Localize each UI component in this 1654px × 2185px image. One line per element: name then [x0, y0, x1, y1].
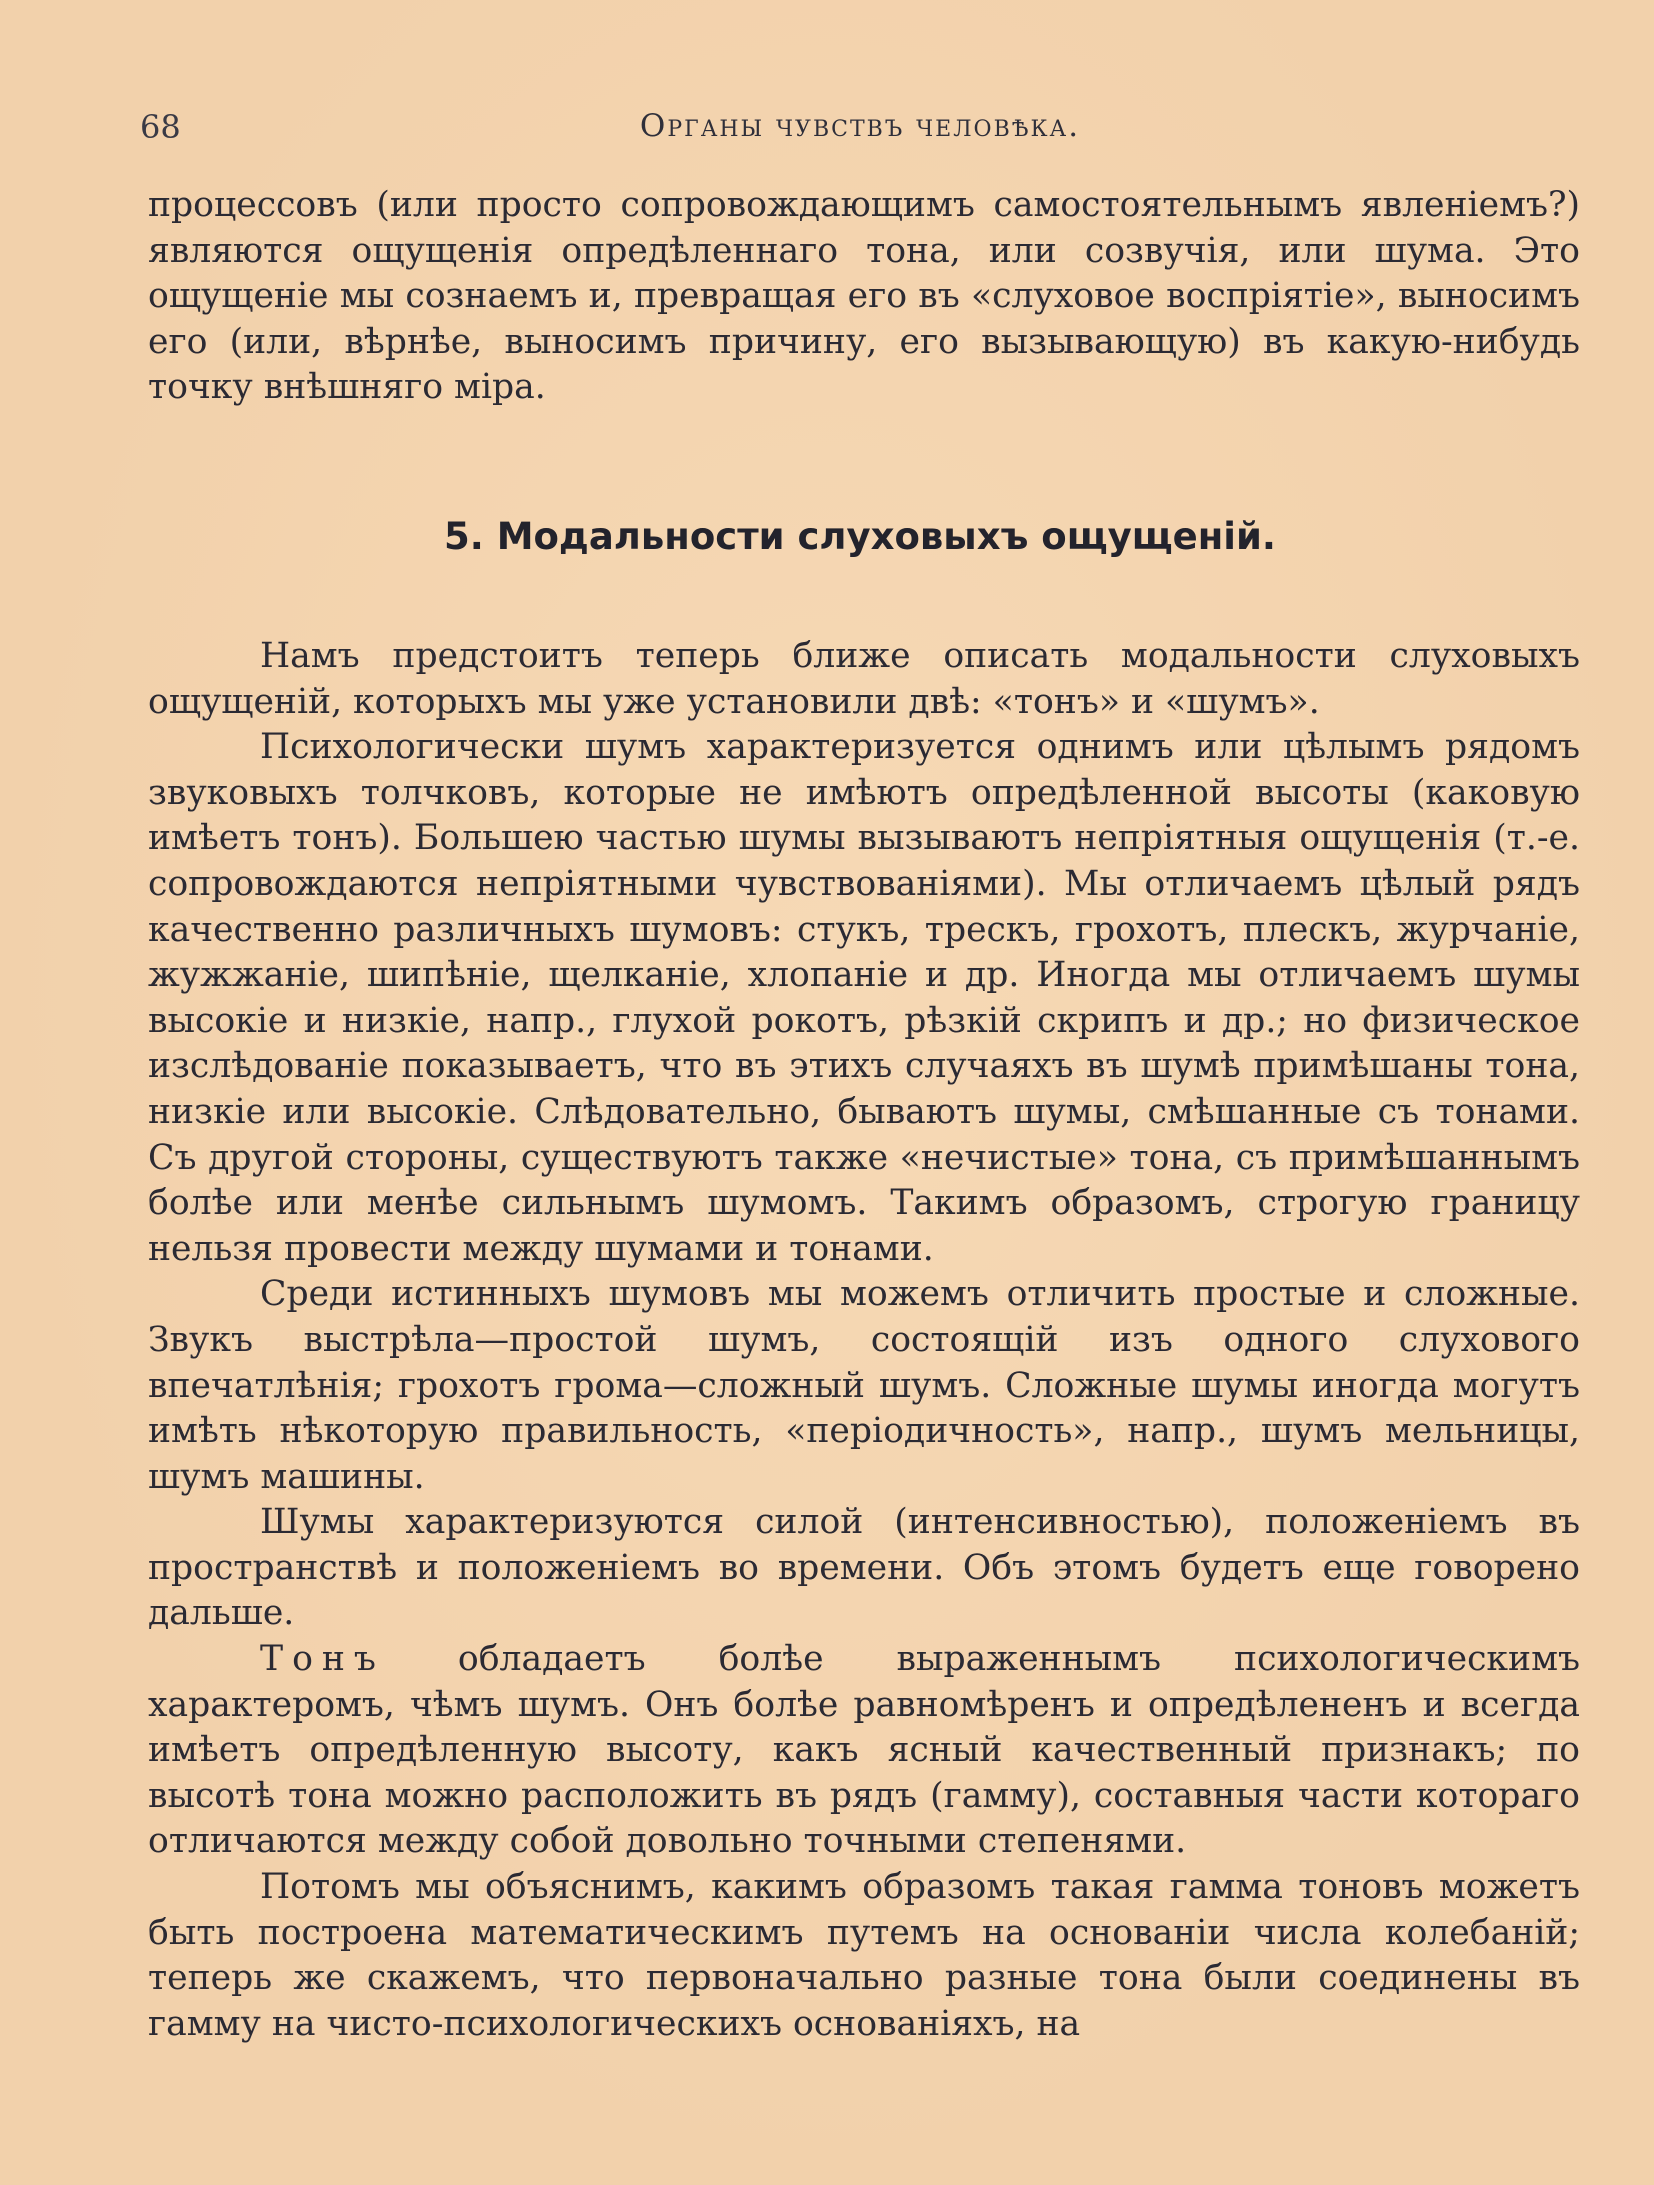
- page-number: 68: [140, 108, 181, 146]
- paragraph-tone-text: обладаетъ болѣе выраженнымъ психологическимъ характеромъ, чѣмъ шумъ. Онъ болѣе равномѣренъ и опредѣлененъ и всегда имѣетъ опредѣленную высоту, какъ ясный качественный признакъ; по высотѣ тона можно расположить въ рядъ (гамму), составныя части котораго отличаются между собой довольно точными степенями.: [148, 1639, 1580, 1862]
- section-heading: 5. Модальности слуховыхъ ощущеній.: [444, 515, 1276, 558]
- paragraph-simple-complex-noise: Среди истинныхъ шумовъ мы можемъ отличить простые и сложные. Звукъ выстрѣла—простой шумъ, состоящій изъ одного слухового впечатлѣнія; грохотъ грома—сложный шумъ. Сложные шумы иногда могутъ имѣть нѣкоторую правильность, «періодичность», напр., шумъ мельницы, шумъ машины.: [148, 1274, 1580, 1497]
- paragraph-noise-characteristics: Шумы характеризуются силой (интенсивностью), положеніемъ въ пространствѣ и положеніемъ во времени. Объ этомъ будетъ еще говорено дальше.: [148, 1502, 1580, 1634]
- paragraph-noise-psychology: Психологически шумъ характеризуется однимъ или цѣлымъ рядомъ звуковыхъ толчковъ, которые не имѣютъ опредѣленной высоты (каковую имѣетъ тонъ). Большею частью шумы вызываютъ непріятныя ощущенія (т.-е. сопровождаются непріятными чувствованіями). Мы отличаемъ цѣлый рядъ качественно различныхъ шумовъ: стукъ, трескъ, грохотъ, плескъ, журчаніе, жужжаніе, шипѣніе, щелканіе, хлопаніе и др. Иногда мы отличаемъ шумы высокіе и низкіе, напр., глухой рокотъ, рѣзкій скрипъ и др.; но физическое изслѣдованіе показываетъ, что въ этихъ случаяхъ въ шумѣ примѣшаны тона, низкіе или высокіе. Слѣдовательно, бываютъ шумы, смѣшанные съ тонами. Съ другой стороны, существуютъ также «нечистые» тона, съ примѣшаннымъ болѣе или менѣе сильнымъ шумомъ. Такимъ образомъ, строгую границу нельзя провести между шумами и тонами.: [148, 727, 1580, 1269]
- paragraph-tone: [148, 1637, 1580, 1865]
- page-header: [140, 108, 1580, 152]
- paragraph-scale: Потомъ мы объяснимъ, какимъ образомъ такая гамма тоновъ можетъ быть построена математическимъ путемъ на основаніи числа колебаній; теперь же скажемъ, что первоначально разные тона были соединены въ гамму на чисто-психологическихъ основаніяхъ, на: [148, 1867, 1580, 2044]
- paragraph-intro: Намъ предстоитъ теперь ближе описать модальности слуховыхъ ощущеній, которыхъ мы уже установили двѣ: «тонъ» и «шумъ».: [148, 636, 1580, 722]
- text-block-top: [148, 183, 1580, 411]
- text-block-main: [148, 634, 1580, 2047]
- paragraph-continuation: процессовъ (или просто сопровождающимъ самостоятельнымъ явленіемъ?) являются ощущенія опредѣленнаго тона, или созвучія, или шума. Это ощущеніе мы сознаемъ и, превращая его въ «слуховое воспріятіе», выносимъ его (или, вѣрнѣе, выносимъ причину, его вызывающую) въ какую-нибудь точку внѣшняго міра.: [148, 185, 1580, 408]
- running-title: Органы чувствъ человѣка.: [639, 108, 1081, 144]
- term-tone: Тонъ: [260, 1639, 385, 1680]
